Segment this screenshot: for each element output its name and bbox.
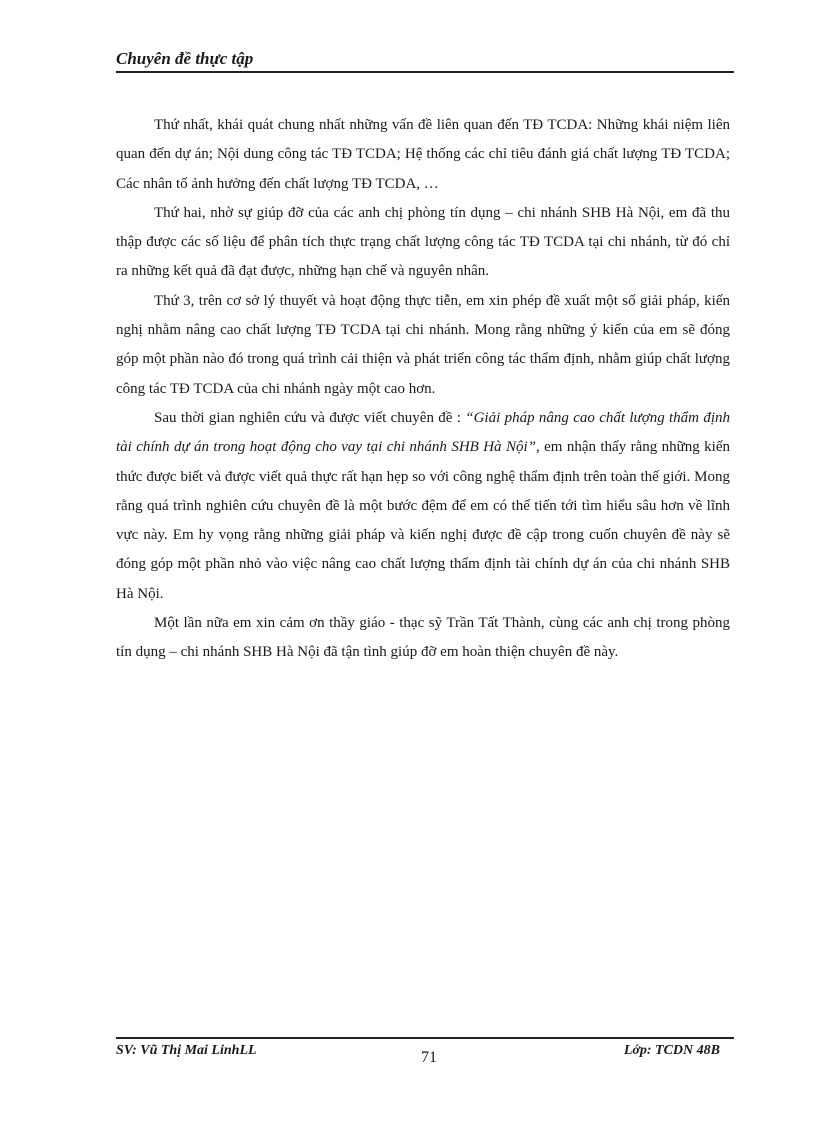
paragraph-1: Thứ nhất, khái quát chung nhất những vấn đề liên quan đến TĐ TCDA: Những khái niệm liên quan đến dự án; Nội dung công tác TĐ TCDA; Hệ thống các chỉ tiêu đánh giá chất lượng TĐ TCDA; Các nhân tố ảnh hưởng đến chất lượng TĐ TCDA, … [116,117,730,192]
student-name: SV: Vũ Thị Mai LinhLL [116,1043,257,1058]
thesis-title: “Giải pháp nâng cao chất lượng thẩm định tài chính dự án trong hoạt động cho vay tại chi nhánh SHB Hà Nội” [116,409,731,456]
page-number: 71 [421,1049,437,1066]
paragraph-4-before: Sau thời gian nghiên cứu và được viết chuyên đề : [154,409,466,426]
footer-row [116,1043,734,1067]
page-footer [116,1037,734,1067]
paragraph-5: Một lần nữa em xin cảm ơn thầy giáo - thạc sỹ Trần Tất Thành, cùng các anh chị trong phòng tín dụng – chi nhánh SHB Hà Nội đã tận tình giúp đỡ em hoàn thiện chuyên đề này. [116,615,730,661]
class-info: Lớp: TCDN 48B [623,1043,720,1058]
footer-rule [116,1037,734,1039]
page-header [116,48,734,73]
paragraph-4 [116,404,730,609]
paragraph-3: Thứ 3, trên cơ sở lý thuyết và hoạt động thực tiễn, em xin phép đề xuất một số giải pháp, kiến nghị nhằm nâng cao chất lượng TĐ TCDA tại chi nhánh. Mong rằng những ý kiến của em sẽ đóng góp một phần nào đó trong quá trình cải thiện và phát triển công tác thẩm định, nhằm giúp chất lượng công tác TĐ TCDA của chi nhánh ngày một cao hơn. [116,292,730,397]
paragraph-2: Thứ hai, nhờ sự giúp đỡ của các anh chị phòng tín dụng – chi nhánh SHB Hà Nội, em đã thu thập được các số liệu để phân tích thực trạng chất lượng công tác TĐ TCDA tại chi nhánh, từ đó chỉ ra những kết quả đã đạt được, những hạn chế và nguyên nhân. [116,204,730,280]
header-rule [116,71,734,73]
paragraph-4-after: , em nhận thấy rằng những kiến thức được biết và được viết quả thực rất hạn hẹp so với công nghệ thẩm định trên toàn thế giới. Mong rằng quá trình nghiên cứu chuyên đề là một bước đệm để em có thể tiến tới tìm hiểu sâu hơn về lĩnh vực này. Em hy vọng rằng những giải pháp và kiến nghị được đề cập trong cuốn chuyên đề này sẽ đóng góp một phần nhỏ vào việc nâng cao chất lượng thẩm định tài chính dự án của chi nhánh SHB Hà Nội. [116,439,731,602]
header-title: Chuyên đề thực tập [116,49,254,68]
document-body [116,111,730,668]
